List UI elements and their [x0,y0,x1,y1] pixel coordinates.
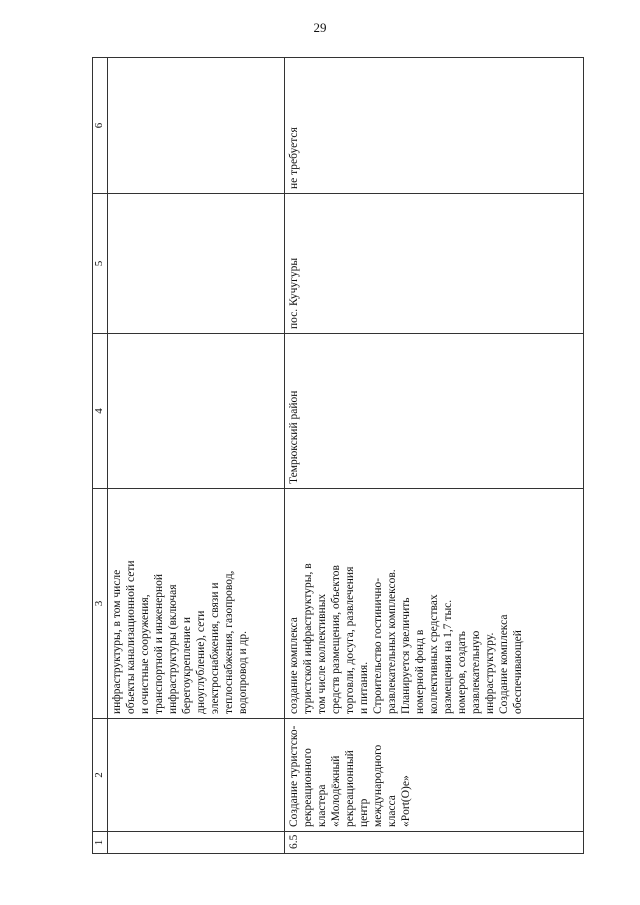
header-cell-5: 5 [93,194,108,334]
cell-name: Создание туристско- рекреационного кластера «Молодёжный рекреационный центр международного класса «Port(O)e» [285,719,584,832]
cell-number [108,832,285,854]
header-cell-6: 6 [93,58,108,194]
table-row-continuation [108,58,285,854]
header-cell-4: 4 [93,334,108,489]
header-cell-1: 1 [93,832,108,854]
cell-description: создание комплекса туристской инфраструктуры, в том числе коллективных средств размещения, объектов торговли, досуга, развлечения и питания. Строительство гостинично- развлекательных комплексов. Планируется увеличить номерной фонд в коллективных средствах размещения на 1,7 тыс. номеров, создать развлекательную инфраструктуру. Создание комплекса обеспечивающей [285,489,584,719]
table-header-row [93,58,108,854]
cell-name [108,719,285,832]
page-number: 29 [313,20,327,35]
cell-district [108,334,285,489]
cell-requirement [108,58,285,194]
cell-district: Темрюкский район [285,334,584,489]
header-cell-3: 3 [93,489,108,719]
cell-location [108,194,285,334]
table-row [285,58,584,854]
data-table [92,57,584,854]
header-cell-2: 2 [93,719,108,832]
cell-location: пос. Кучугуры [285,194,584,334]
cell-description: инфраструктуры, в том числе объекты канализационной сети и очистные сооружения, транспортной и инженерной инфраструктуры (включая берегоукрепление и дноуглубление), сети электроснабжения, связи и теплоснабжения, газопровод, водопровод и др. [108,489,285,719]
table-container [92,58,584,854]
cell-number: 6.5 [285,832,584,854]
cell-requirement: не требуется [285,58,584,194]
